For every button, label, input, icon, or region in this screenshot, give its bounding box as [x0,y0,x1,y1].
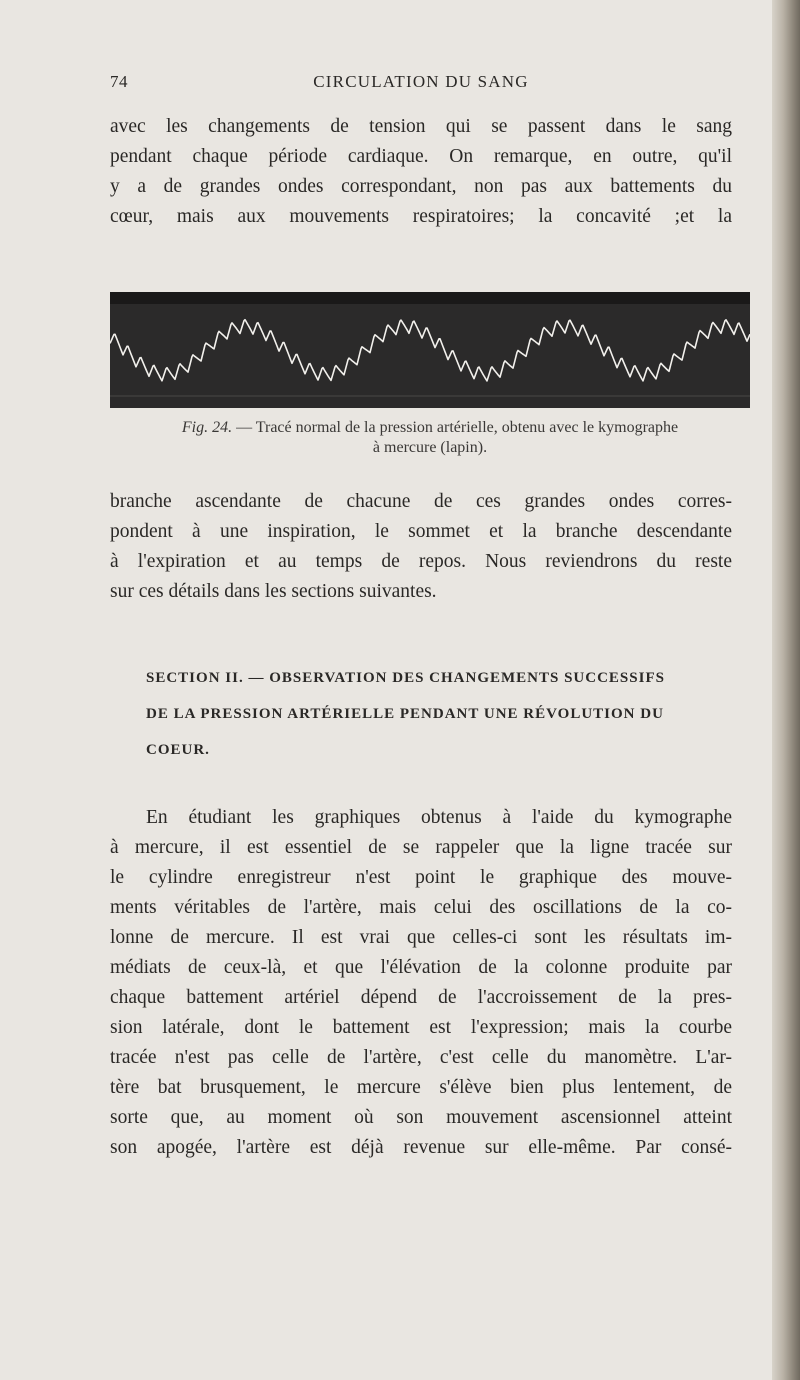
figure-caption [110,418,750,458]
page-header [110,72,732,98]
paragraph-2 [110,487,732,607]
text-line: branche ascendante de chacune de ces grandes ondes corres- [110,491,732,512]
kymograph-trace-figure [110,292,750,408]
book-spine-shadow [772,0,800,1380]
section-heading [110,660,732,768]
section-heading-line-1: SECTION II. — OBSERVATION DES CHANGEMENTS SUCCESSIFS [146,670,665,686]
running-head: CIRCULATION DU SANG [313,72,529,91]
text-line: à l'expiration et au temps de repos. Nous reviendrons du reste [110,551,732,572]
section-heading-line-2: DE LA PRESSION ARTÉRIELLE PENDANT UNE RÉVOLUTION DU [146,706,664,722]
caption-text: — Tracé normal de la pression artérielle, obtenu avec le kymographe [236,419,679,436]
text-line: sur ces détails dans les sections suivantes. [110,581,437,602]
paragraph-3 [110,803,732,1163]
caption-line-1 [110,418,750,438]
text-line: le cylindre enregistreur n'est point le graphique des mouve- [110,867,732,888]
text-line: ments véritables de l'artère, mais celui des oscillations de la co- [110,897,732,918]
trace-ground [110,292,750,408]
text-line: avec les changements de tension qui se passent dans le sang [110,116,732,137]
text-line: sion latérale, dont le battement est l'expression; mais la courbe [110,1017,732,1038]
trace-top-band [110,292,750,304]
paragraph-1 [110,112,732,232]
text-line: sorte que, au moment où son mouvement ascensionnel atteint [110,1107,732,1128]
text-line: médiats de ceux-là, et que l'élévation de la colonne produite par [110,957,732,978]
text-line: En étudiant les graphiques obtenus à l'aide du kymographe [146,807,732,828]
text-line: chaque battement artériel dépend de l'accroissement de la pres- [110,987,732,1008]
text-line: tère bat brusquement, le mercure s'élève bien plus lentement, de [110,1077,732,1098]
text-line: pondent à une inspiration, le sommet et la branche descendante [110,521,732,542]
figure-label: Fig. 24. [181,419,233,436]
section-heading-line-3: COEUR. [146,742,210,758]
page-number: 74 [110,72,128,91]
text-line: tracée n'est pas celle de l'artère, c'est celle du manomètre. L'ar- [110,1047,732,1068]
text-line: cœur, mais aux mouvements respiratoires; la concavité ;et la [110,206,732,227]
text-line: à mercure, il est essentiel de se rappeler que la ligne tracée sur [110,837,732,858]
text-line: lonne de mercure. Il est vrai que celles-ci sont les résultats im- [110,927,732,948]
text-line: y a de grandes ondes correspondant, non pas aux battements du [110,176,732,197]
kymograph-trace-image [110,292,750,408]
caption-line-2: à mercure (lapin). [372,439,488,456]
text-line: pendant chaque période cardiaque. On remarque, en outre, qu'il [110,146,732,167]
text-line: son apogée, l'artère est déjà revenue sur elle-même. Par consé- [110,1137,732,1158]
